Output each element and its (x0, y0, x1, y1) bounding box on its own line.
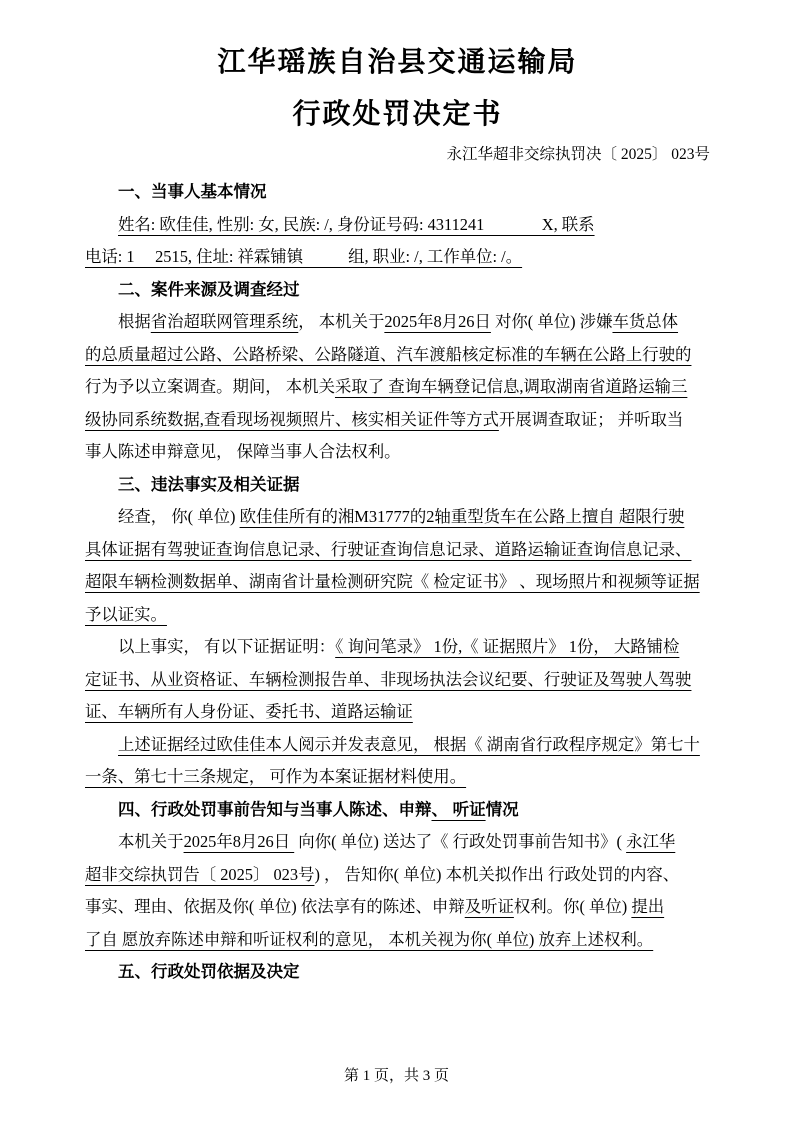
document-line (85, 534, 710, 567)
document-number: 永江华超非交综执罚决〔 2025〕 023号 (446, 146, 710, 163)
text-segment: 本机关于 (118, 832, 184, 851)
text-segment: 根据 (118, 312, 151, 331)
document-line (85, 404, 710, 437)
document-line (85, 891, 710, 924)
text-segment: 三、违法事实及相关证据 (118, 475, 300, 494)
text-segment: 权利。你( 单位) (513, 897, 632, 916)
section-heading (85, 956, 710, 989)
underlined-text-segment: 、 听证 (431, 800, 486, 819)
document-line (85, 241, 710, 274)
document-line (85, 696, 710, 729)
text-segment: 经查， 你( 单位) (118, 507, 240, 526)
underlined-text-segment: 级协同系统数据,查看现场视频照片、核实相关证件等方式 (85, 409, 499, 429)
text-segment: 事实、理由、依据及你( 单位) 依法享有的陈述、申辩 (85, 897, 465, 916)
text-segment: 情况 (485, 800, 519, 819)
underlined-text-segment: 欧佳佳所有的湘M31777的2轴重型货车在公路上擅自 超限行驶 (239, 507, 685, 526)
underlined-text-segment: 定证书、从业资格证、车辆检测报告单、非现场执法会议纪要、行驶证及驾驶人驾驶 (85, 669, 692, 689)
text-segment: 事人陈述申辩意见， 保障当事人合法权利。 (85, 442, 401, 461)
document-line (85, 209, 710, 242)
document-line (85, 631, 710, 664)
text-segment: 开展调查取证； 并听取当 (498, 409, 684, 429)
text-segment: 以上事实， 有以下证据证明： (118, 637, 336, 656)
underlined-text-segment: 提出 (631, 897, 665, 916)
document-line (85, 339, 710, 372)
document-line (85, 761, 710, 794)
underlined-text-segment: 车货总体 (612, 312, 679, 331)
document-line (85, 566, 710, 599)
document-title-line2: 行政处罚决定书 (292, 98, 503, 129)
underlined-text-segment: 及听证 (464, 897, 514, 916)
underlined-text-segment: 2025年8月26日 (183, 832, 295, 851)
document-line (85, 859, 710, 892)
underlined-text-segment: 予以证实。 (85, 604, 167, 624)
document-line (85, 501, 710, 534)
document-line (85, 826, 710, 859)
document-line (85, 664, 710, 697)
underlined-text-segment: 电话: 1 2515, 住址: 祥霖铺镇 组, 职业: /, 工作单位: /。 (85, 247, 523, 266)
text-segment: 一、当事人基本情况 (118, 183, 267, 201)
document-line (85, 371, 710, 404)
text-segment: 四、行政处罚事前告知与当事人陈述、申辩 (118, 800, 432, 819)
document-body (85, 176, 710, 989)
document-line (85, 436, 710, 469)
underlined-text-segment: 省治超联网管理系统 (150, 312, 299, 331)
text-segment: 行为予以立案调查。期间， 本机关 (85, 377, 335, 396)
text-segment: 二、案件来源及调查经过 (118, 280, 300, 299)
underlined-text-segment: 姓名: 欧佳佳, 性别: 女, 民族: /, 身份证号码: 4311241 X, 联系 (118, 214, 595, 234)
underlined-text-segment: 超限车辆检测数据单、湖南省计量检测研究院《 检定证书》 、现场照片和视频等证据 (85, 572, 700, 591)
underlined-text-segment: 证、车辆所有人身份证、委托书、道路运输证 (85, 702, 413, 721)
text-segment: 五、行政处罚依据及决定 (118, 963, 300, 981)
section-heading (85, 469, 710, 502)
underlined-text-segment: 上述证据经过欧佳佳本人阅示并发表意见， 根据《 湖南省行政程序规定》第七十 (118, 734, 700, 754)
underlined-text-segment: 具体证据有驾驶证查询信息记录、行驶证查询信息记录、道路运输证查询信息记录、 (85, 539, 692, 559)
text-segment: 对你( 单位) 涉嫌 (490, 312, 613, 331)
document-line (85, 599, 710, 632)
underlined-text-segment: 一条、第七十三条规定， 可作为本案证据材料使用。 (85, 767, 467, 786)
section-heading (85, 274, 710, 307)
text-segment: ) ， 告知你( 单位) 本机关拟作出 行政处罚的内容、 (314, 864, 680, 884)
text-segment: ， 本机关于 (298, 312, 385, 331)
underlined-text-segment: 了自 愿放弃陈述申辩和听证权利的意见， 本机关视为你( 单位) 放弃上述权利。 (85, 929, 654, 949)
document-line (85, 729, 710, 762)
document-line (85, 924, 710, 957)
page-footer: 第 1 页，共 3 页 (343, 1068, 449, 1084)
text-segment: 向你( 单位) 送达了《 行政处罚事前告知书》( (294, 832, 627, 851)
document-title-line1: 江华瑶族自治县交通运输局 (217, 46, 578, 77)
section-heading (85, 794, 710, 827)
document-line (85, 306, 710, 339)
section-heading (85, 176, 710, 209)
underlined-text-segment: 永江华 (626, 832, 676, 851)
underlined-text-segment: 采取了 查询车辆登记信息,调取湖南省道路运输三 (334, 377, 688, 396)
underlined-text-segment: 超非交综执罚告〔 2025〕 023号 (85, 864, 315, 884)
underlined-text-segment: 《 询问笔录》 1份,《 证据照片》 1份， 大路铺检 (335, 637, 680, 656)
underlined-text-segment: 的总质量超过公路、公路桥梁、公路隧道、汽车渡船核定标准的车辆在公路上行驶的 (85, 344, 692, 364)
underlined-text-segment: 2025年8月26日 (384, 312, 491, 331)
